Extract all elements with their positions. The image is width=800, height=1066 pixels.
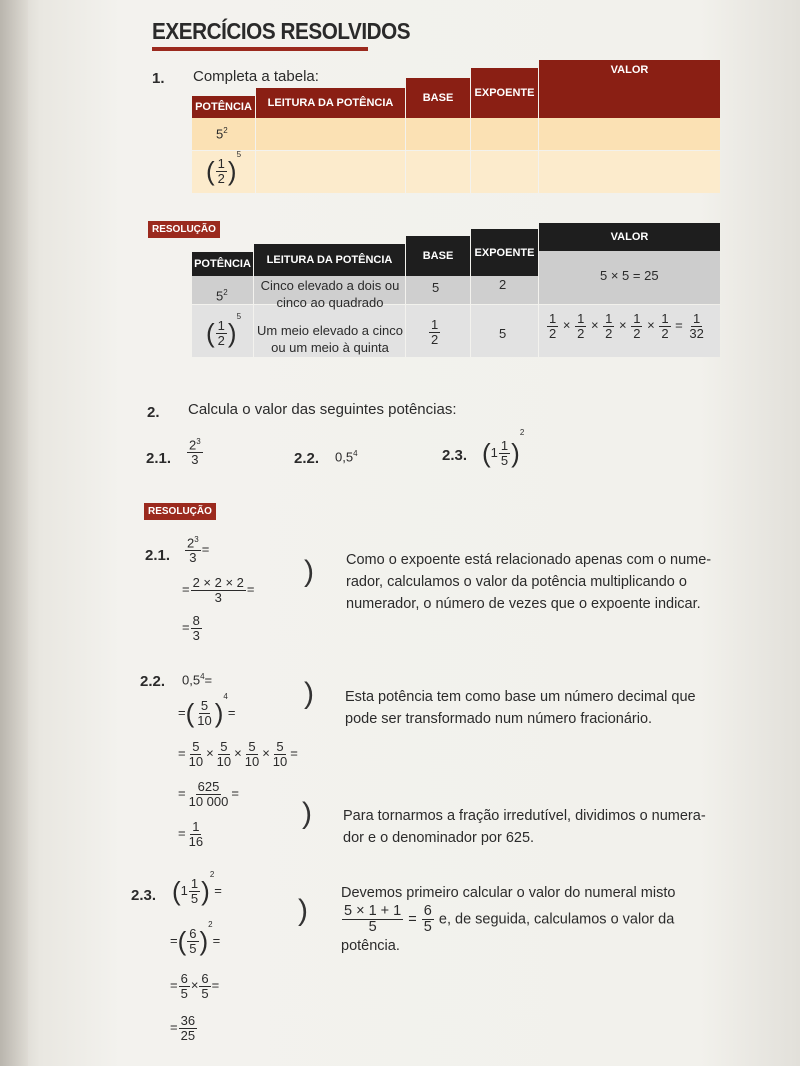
exercise-2-number: 2. <box>147 404 160 421</box>
t2-row2-base: $\frac{1}{2}$ <box>431 317 439 347</box>
res-2-3-step-1: (1 $\frac{1}{5}$ )$^2$= <box>172 870 222 907</box>
t2-row2-valor: $\frac{1}{2}$ × $\frac{1}{2}$ × $\frac{1}{2}$ × $\frac{1}{2}$ × $\frac{1}{2}$ = $\frac{1}{32}$ <box>549 311 704 341</box>
res-2-2-explanation-b: Para tornarmos a fração irredutível, dividimos o numera- dor e o denominador por 625. <box>343 808 706 846</box>
t2-header-leitura: LEITURA DA POTÊNCIA <box>254 244 405 276</box>
bracket-arrow-icon: ) <box>298 894 308 927</box>
res-2-3-explanation: Devemos primeiro calcular o valor do numeral misto $\frac{5 \times 1 + 1}{5}$ = $\frac{6}{5}$ e, de seguida, calculamos o valor da potência. <box>341 885 676 955</box>
bracket-arrow-icon: ) <box>302 797 312 830</box>
res-2-1-explanation: Como o expoente está relacionado apenas com o nume- rador, calculamos o valor da potência multiplicando o numerador, o número de vezes que o expoente indicar. <box>346 552 712 612</box>
t2-row1-leitura: Cinco elevado a dois ou cinco ao quadrado <box>260 278 400 310</box>
t1-header-leitura: LEITURA DA POTÊNCIA <box>256 88 405 118</box>
res-2-1-step-1: $\frac{2^3}{3}$ = <box>187 535 210 565</box>
t1-row-2 <box>192 151 720 193</box>
resolucao-badge-2: RESOLUÇÃO <box>144 503 216 520</box>
res-2-3-label: 2.3. <box>131 887 157 904</box>
t2-header-expoente: EXPOENTE <box>471 229 538 276</box>
res-2-3-step-3: = $\frac{6}{5}$ × $\frac{6}{5}$ = <box>170 971 220 1001</box>
t1-row-1 <box>192 118 720 150</box>
exercise-2-2-label: 2.2. <box>294 450 320 467</box>
t1-header-base: BASE <box>406 78 470 118</box>
res-2-2-label: 2.2. <box>140 673 166 690</box>
t2-row1-base: 5 <box>432 280 440 295</box>
t2-row1-valor: 5 × 5 = 25 <box>600 268 659 283</box>
t1-header-potencia: POTÊNCIA <box>192 96 255 118</box>
exercise-2-1-label: 2.1. <box>146 450 172 467</box>
res-2-1-step-2: = $\frac{2 \times 2 \times 2}{3}$ = <box>182 575 255 605</box>
exercise-2-2-expr: $0,5^4$ <box>335 449 358 465</box>
title-underline <box>152 47 368 51</box>
resolucao-1-table <box>192 252 720 364</box>
exercise-1-prompt: Completa a tabela: <box>193 68 319 85</box>
t2-row2-potencia: ( $\frac{1}{2}$ )$^5$ <box>206 312 242 349</box>
t2-header-base: BASE <box>406 236 470 276</box>
res-2-2-step-4: = $\frac{625}{10 000}$ = <box>178 779 239 809</box>
book-spine <box>0 0 28 1066</box>
t2-row1-potencia: $5^2$ <box>216 288 228 304</box>
exercise-2-3-expr: (1 $\frac{1}{5}$ )$^2$ <box>482 428 525 469</box>
res-2-2-step-1: $0,5^4=$ <box>182 672 213 688</box>
res-2-2-step-5: = $\frac{1}{16}$ <box>178 819 204 849</box>
res-2-2-step-3: = $\frac{5}{10}$ × $\frac{5}{10}$ × $\frac{5}{10}$ × $\frac{5}{10}$ = <box>178 739 298 769</box>
res-2-1-label: 2.1. <box>145 547 171 564</box>
t2-header-valor: VALOR <box>539 223 720 251</box>
t2-header-potencia: POTÊNCIA <box>192 252 253 276</box>
exercise-1-table <box>192 118 720 193</box>
page-title: EXERCÍCIOS RESOLVIDOS <box>152 18 411 44</box>
exercise-2-3-label: 2.3. <box>442 447 468 464</box>
res-2-2-explanation-a: Esta potência tem como base um número decimal que pode ser transformado num número fracionário. <box>345 689 696 727</box>
t2-row2-expoente: 5 <box>499 326 507 341</box>
res-2-3-step-2: =( $\frac{6}{5}$ )$^2$= <box>170 920 221 957</box>
res-2-2-step-2: =( $\frac{5}{10}$ )$^4$= <box>178 692 236 729</box>
exercise-2-prompt: Calcula o valor das seguintes potências: <box>188 401 457 418</box>
res-2-3-step-4: = $\frac{36}{25}$ <box>170 1013 196 1043</box>
t2-row1-expoente: 2 <box>499 277 507 292</box>
t1-row2-potencia: ( $\frac{1}{2}$ )$^5$ <box>206 150 242 187</box>
t1-row1-potencia: $5^2$ <box>216 126 228 142</box>
bracket-arrow-icon: ) <box>304 677 314 710</box>
t1-header-valor: VALOR <box>539 60 720 118</box>
exercise-2-1-expr: $\frac{2^3}{3}$ <box>189 437 201 467</box>
res-2-1-step-3: = $\frac{8}{3}$ <box>182 613 200 643</box>
resolucao-badge-1: RESOLUÇÃO <box>148 221 220 238</box>
exercise-1-number: 1. <box>152 70 165 87</box>
t2-row2-leitura: Um meio elevado a cinco ou um meio à quinta <box>257 323 403 355</box>
t1-header-expoente: EXPOENTE <box>471 68 538 118</box>
bracket-arrow-icon: ) <box>304 555 314 588</box>
